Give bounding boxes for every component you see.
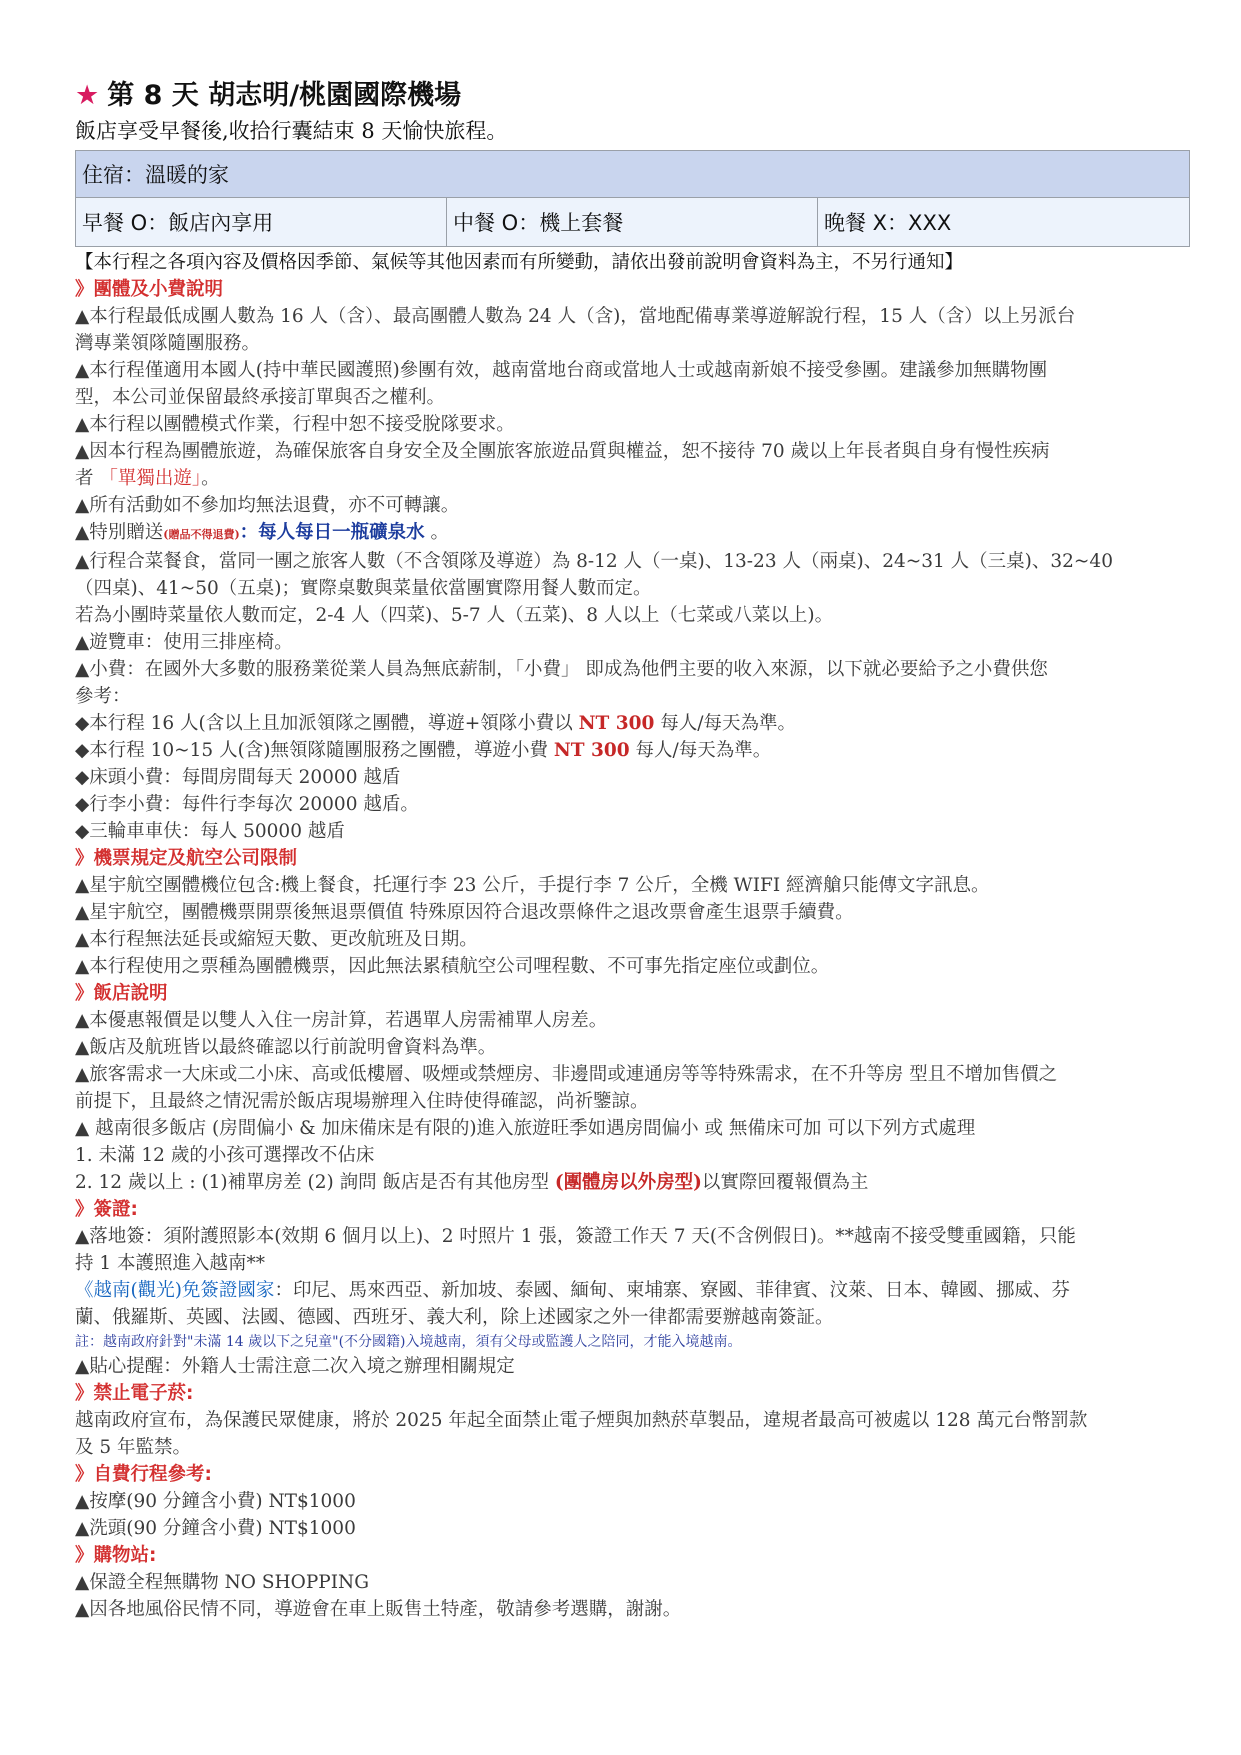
day-description: 飯店享受早餐後,收拾行囊結束 8 天愉快旅程。 [75, 119, 508, 143]
text-line: ▲小費：在國外大多數的服務業從業人員為無底薪制，「小費」 即成為他們主要的收入來源，以下就必要給予之小費供您 [75, 659, 1048, 680]
text-line: ▲本優惠報價是以雙人入住一房計算，若遇單人房需補單人房差。 [75, 1010, 608, 1031]
text-fragment: 以實際回覆報價為主 [701, 1172, 869, 1193]
dinner-cell: 晚餐 X：XXX [818, 198, 1190, 247]
text-line: ▲ 越南很多飯店 (房間偏小 & 加床備床是有限的)進入旅遊旺季如遇房間偏小 或 無備床可加 可以下列方式處理 [75, 1118, 976, 1139]
notice-text: 【本行程之各項內容及價格因季節、氣候等其他因素而有所變動，請依出發前說明會資料為主，不另行通知】 [75, 252, 964, 273]
text-line: ▲所有活動如不參加均無法退費，亦不可轉讓。 [75, 495, 460, 516]
text-line: ▲貼心提醒：外籍人士需注意二次入境之辦理相關規定 [75, 1356, 515, 1377]
text-fragment: ◆本行程 16 人(含以上且加派領隊之團體，導遊+領隊小費以 [75, 713, 579, 734]
text-line [75, 1169, 1191, 1196]
text-line: 蘭、俄羅斯、英國、法國、德國、西班牙、義大利，除上述國家之外一律都需要辦越南簽証。 [75, 1307, 834, 1328]
room-type-highlight: (團體房以外房型) [554, 1172, 702, 1193]
accommodation-cell: 住宿：溫暖的家 [76, 151, 1190, 198]
text-line: 參考： [75, 686, 131, 707]
section-heading-ecig: 》禁止電子菸: [75, 1383, 194, 1404]
text-line [75, 1277, 1191, 1304]
text-fragment: 每人/每天為準。 [654, 713, 796, 734]
text-line: 持 1 本護照進入越南** [75, 1253, 266, 1274]
text-fragment: 。 [424, 522, 450, 543]
text-line: （四桌)、41~50（五桌)；實際桌數與菜量依當團實際用餐人數而定。 [75, 578, 652, 599]
text-line: 前提下，且最終之情況需於飯店現場辦理入住時使得確認，尚祈鑒諒。 [75, 1091, 649, 1112]
breakfast-cell: 早餐 O：飯店內享用 [76, 198, 447, 247]
text-line [75, 710, 1191, 737]
text-line: 1. 未滿 12 歲的小孩可選擇改不佔床 [75, 1145, 375, 1166]
section-heading-hotel: 》飯店說明 [75, 983, 168, 1004]
text-line: ▲本行程僅適用本國人(持中華民國護照)參團有效，越南當地台商或當地人士或越南新娘不接受參團。建議參加無購物團 [75, 360, 1048, 381]
text-line: ▲星宇航空團體機位包含:機上餐食，托運行李 23 公斤，手提行李 7 公斤，全機 WIFI 經濟艙只能傳文字訊息。 [75, 875, 990, 896]
text-line: 越南政府宣布，為保護民眾健康，將於 2025 年起全面禁止電子煙與加熱菸草製品，違規者最高可被處以 128 萬元台幣罰款 [75, 1410, 1088, 1431]
day-title-text: 第 8 天 胡志明/桃園國際機場 [107, 80, 462, 111]
section-heading-visa: 》簽證: [75, 1199, 138, 1220]
day-title [75, 76, 1191, 116]
text-line: ◆床頭小費：每間房間每天 20000 越盾 [75, 767, 401, 788]
text-line: 及 5 年監禁。 [75, 1437, 192, 1458]
text-line: ▲本行程以團體模式作業，行程中恕不接受脫隊要求。 [75, 414, 515, 435]
text-line: ▲因本行程為團體旅遊，為確保旅客自身安全及全團旅客旅遊品質與權益，恕不接待 70 歲以上年長者與自身有慢性疾病 [75, 441, 1050, 462]
text-fragment: ▲特別贈送 [75, 522, 164, 543]
text-line: ◆行李小費：每件行李每次 20000 越盾。 [75, 794, 419, 815]
text-line: ▲因各地風俗民情不同，導遊會在車上販售土特產，敬請參考選購，謝謝。 [75, 1599, 682, 1620]
gift-no-refund-note: (贈品不得退費) [163, 528, 240, 541]
text-fragment: 者 [75, 468, 94, 489]
text-line: ▲本行程無法延長或縮短天數、更改航班及日期。 [75, 929, 478, 950]
text-line: ▲按摩(90 分鐘含小費) NT$1000 [75, 1491, 356, 1512]
text-line: ▲飯店及航班皆以最終確認以行前說明會資料為準。 [75, 1037, 497, 1058]
section-heading-flight: 》機票規定及航空公司限制 [75, 848, 298, 869]
accommodation-meals-table [75, 150, 1190, 247]
visa-free-countries-label: 《越南(觀光)免簽證國家 [75, 1280, 275, 1301]
text-fragment: 2. 12 歲以上 : (1)補單房差 (2) 詢問 飯店是否有其他房型 [75, 1172, 555, 1193]
text-line: ▲保證全程無購物 NO SHOPPING [75, 1572, 369, 1593]
text-line: ▲旅客需求一大床或二小床、高或低樓層、吸煙或禁煙房、非邊間或連通房等等特殊需求，在不升等房 型且不增加售價之 [75, 1064, 1058, 1085]
section-heading-group: 》團體及小費說明 [75, 279, 224, 300]
text-line: ◆三輪車車伕：每人 50000 越盾 [75, 821, 345, 842]
lunch-cell: 中餐 O：機上套餐 [447, 198, 818, 247]
text-fragment: 每人/每天為準。 [629, 740, 772, 761]
itinerary-page [75, 76, 1191, 1623]
visa-note: 註：越南政府針對"未滿 14 歲以下之兒童"(不分國籍)入境越南，須有父母或監護人之陪同，才能入境越南。 [75, 1334, 742, 1350]
section-heading-shopping: 》購物站: [75, 1545, 157, 1566]
tip-amount: NT 300 [578, 713, 655, 734]
text-line: ▲遊覽車：使用三排座椅。 [75, 632, 293, 653]
text-line [75, 519, 1191, 548]
solo-travel-highlight: 「單獨出遊」 [99, 468, 202, 489]
text-line: ▲星宇航空，團體機票開票後無退票價值 特殊原因符合退改票條件之退改票會產生退票手續費。 [75, 902, 854, 923]
text-fragment: ：印尼、馬來西亞、新加坡、泰國、緬甸、柬埔寨、寮國、菲律賓、汶萊、日本、韓國、挪威、芬 [274, 1280, 1070, 1301]
text-line [75, 737, 1191, 764]
text-line: ▲洗頭(90 分鐘含小費) NT$1000 [75, 1518, 356, 1539]
text-fragment: 。 [201, 468, 220, 489]
text-line: ▲落地簽：須附護照影本(效期 6 個月以上)、2 吋照片 1 張，簽證工作天 7 天(不含例假日)。**越南不接受雙重國籍，只能 [75, 1226, 1076, 1247]
text-line: ▲行程合菜餐食，當同一團之旅客人數（不含領隊及導遊）為 8-12 人（一桌)、13-23 人（兩桌)、24~31 人（三桌)、32~40 [75, 551, 1113, 572]
text-line: 灣專業領隊隨團服務。 [75, 333, 261, 354]
tip-amount: NT 300 [553, 740, 630, 761]
text-line: ▲本行程最低成團人數為 16 人（含）、最高團體人數為 24 人（含)，當地配備專業導遊解說行程，15 人（含）以上另派台 [75, 306, 1076, 327]
text-line [75, 465, 1191, 492]
text-line: ▲本行程使用之票種為團體機票，因此無法累積航空公司哩程數、不可事先指定座位或劃位。 [75, 956, 830, 977]
gift-water-highlight: ：每人每日一瓶礦泉水 [239, 522, 425, 543]
section-heading-optional: 》自費行程參考: [75, 1464, 212, 1485]
star-icon: ★ [75, 80, 100, 111]
text-line: 若為小團時菜量依人數而定，2-4 人（四菜)、5-7 人（五菜)、8 人以上（七菜或八菜以上)。 [75, 605, 834, 626]
text-fragment: ◆本行程 10~15 人(含)無領隊隨團服務之團體，導遊小費 [75, 740, 554, 761]
text-line: 型，本公司並保留最終承接訂單與否之權利。 [75, 387, 446, 408]
